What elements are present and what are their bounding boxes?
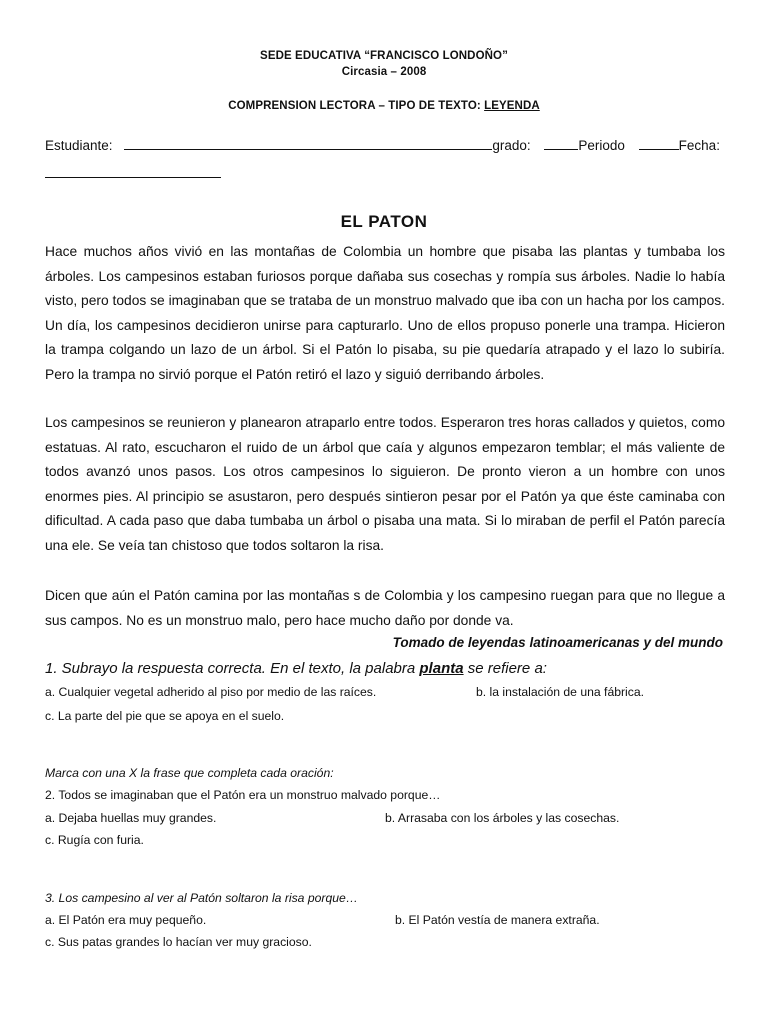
question-3-prompt: 3. Los campesino al ver al Patón soltaron la risa porque…	[45, 891, 358, 905]
school-name: SEDE EDUCATIVA “FRANCISCO LONDOÑO”	[260, 50, 508, 62]
q3-option-c[interactable]: c. Sus patas grandes lo hacían ver muy gracioso.	[45, 935, 312, 949]
activity-type: LEYENDA	[484, 100, 540, 112]
q2-option-a[interactable]: a. Dejaba huellas muy grandes.	[45, 811, 217, 825]
period-label: Periodo	[578, 138, 625, 153]
q3-option-a[interactable]: a. El Patón era muy pequeño.	[45, 913, 207, 927]
student-label: Estudiante:	[45, 138, 113, 153]
keyword-planta: planta	[419, 660, 464, 677]
date-field[interactable]	[45, 177, 221, 178]
period-field[interactable]	[639, 138, 679, 150]
q2-option-c[interactable]: c. Rugía con furia.	[45, 833, 144, 847]
q2-option-b[interactable]: b. Arrasaba con los árboles y las cosechas.	[385, 811, 620, 825]
question-2-prompt: 2. Todos se imaginaban que el Patón era un monstruo malvado porque…	[45, 788, 441, 802]
q1-option-c[interactable]: c. La parte del pie que se apoya en el suelo.	[45, 709, 285, 723]
student-name-field[interactable]	[124, 138, 492, 150]
activity-prefix: COMPRENSION LECTORA – TIPO DE TEXTO:	[228, 100, 485, 112]
grade-label: grado:	[492, 138, 531, 153]
story-paragraph-1: Hace muchos años vivió en las montañas de Colombia un hombre que pisaba las plantas y tumbaba los árboles. Los campesinos estaban furiosos porque dañaba sus cosechas y rompía sus árboles. Nadie lo había visto, pero todos se imaginaban que se trataba de un monstruo malvado que iba con un hacha por los campos. Un día, los campesinos decidieron unirse para capturarlo. Uno de ellos propuso ponerle una trampa. Hicieron la trampa colgando un lazo de un árbol. Si el Patón lo pisaba, su pie quedaría atrapado y el lazo lo subiría. Pero la trampa no sirvió porque el Patón retiró el lazo y siguió derribando árboles.	[45, 244, 725, 382]
q1-option-b[interactable]: b. la instalación de una fábrica.	[476, 685, 645, 699]
activity-title	[0, 100, 768, 112]
story-paragraph-2: Los campesinos se reunieron y planearon atraparlo entre todos. Esperaron tres horas callados y quietos, como estatuas. Al rato, escucharon el ruido de un árbol que caía y algunos empezaron temblar; el más valiente de todos avanzó unos pasos. Los otros campesinos lo siguieron. De pronto vieron a un hombre con unos enormes pies. Al principio se asustaron, pero después sintieron pesar por el Patón ya que éste caminaba con dificultad. A cada paso que daba tumbaba un árbol o pisaba una mata. Si lo miraban de perfil el Patón parecía una ele. Se veía tan chistoso que todos soltaron la risa.	[45, 415, 725, 553]
q1-option-a[interactable]: a. Cualquier vegetal adherido al piso por medio de las raíces.	[45, 685, 377, 699]
student-info-row	[45, 138, 725, 153]
story-source: Tomado de leyendas latinoamericanas y del mundo	[392, 635, 723, 650]
story-title: EL PATON	[340, 212, 428, 231]
grade-field[interactable]	[544, 138, 578, 150]
question-1-prompt: 1. Subrayo la respuesta correcta. En el texto, la palabra planta se refiere a:	[45, 660, 547, 677]
place-year: Circasia – 2008	[341, 66, 427, 78]
date-label: Fecha:	[678, 138, 720, 153]
instruction-text: Marca con una X la frase que completa cada oración:	[45, 766, 334, 780]
q3-option-b[interactable]: b. El Patón vestía de manera extraña.	[395, 913, 600, 927]
story-paragraph-3: Dicen que aún el Patón camina por las montañas s de Colombia y los campesino ruegan para que no llegue a sus campos. No es un monstruo malo, pero hace mucho daño por donde va.	[45, 588, 725, 628]
